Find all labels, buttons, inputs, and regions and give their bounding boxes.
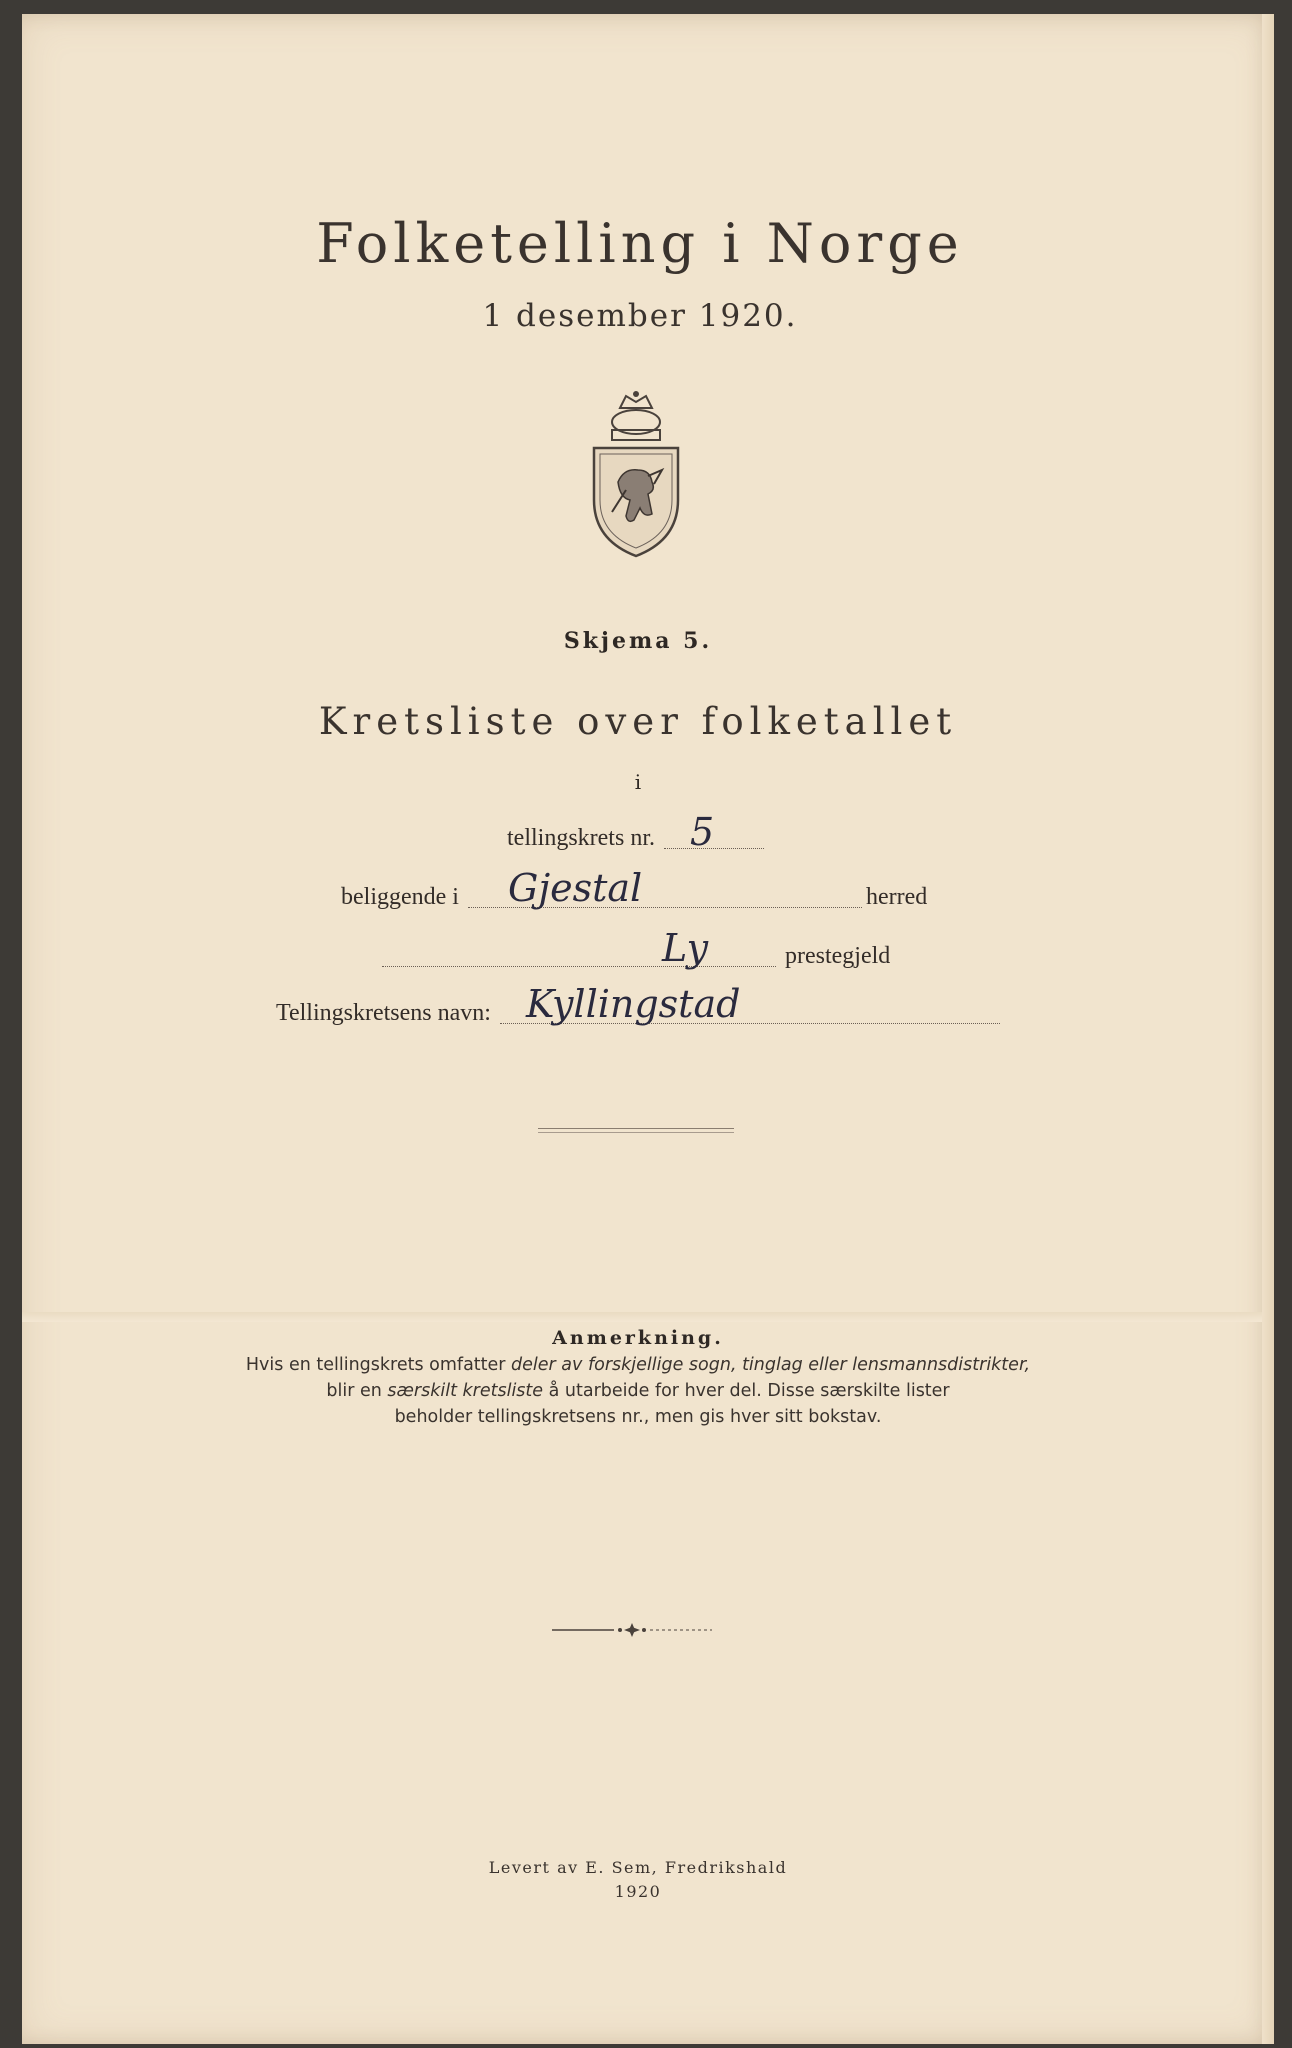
divider-rule-second (538, 1132, 734, 1133)
krets-number-handwritten: 5 (690, 810, 715, 854)
norwegian-coat-of-arms-icon (590, 390, 682, 560)
note-line-2-text-b: å utarbeide for hver del. Disse særskilte lister (543, 1381, 950, 1401)
print-year: 1920 (614, 1882, 662, 1901)
herred-label: herred (866, 884, 928, 910)
form-heading: Kretsliste over folketallet (318, 700, 958, 743)
krets-label: tellingskrets nr. (507, 825, 655, 851)
prestegjeld-fill-line (382, 966, 776, 967)
note-line-1 (0, 1355, 1276, 1375)
note-line-1-text: Hvis en tellingskrets omfatter (245, 1355, 512, 1375)
divider-rule (538, 1128, 734, 1129)
page-title: Folketelling i Norge (316, 212, 964, 275)
note-line-2-text-a: blir en (326, 1381, 388, 1401)
herred-handwritten: Gjestal (508, 866, 643, 910)
navn-label: Tellingskretsens navn: (276, 1000, 491, 1026)
prestegjeld-label: prestegjeld (785, 943, 891, 969)
note-line-2 (0, 1381, 1276, 1401)
printer-imprint: Levert av E. Sem, Fredrikshald (488, 1858, 788, 1877)
prestegjeld-handwritten: Ly (662, 926, 709, 970)
preposition-i: i (634, 770, 642, 794)
census-date: 1 desember 1920. (482, 298, 798, 334)
decorative-divider-icon (552, 1620, 712, 1640)
note-heading: Anmerkning. (552, 1327, 724, 1349)
beliggende-label: beliggende i (341, 884, 459, 910)
navn-handwritten: Kyllingstad (526, 982, 741, 1026)
note-line-1-italic: deler av forskjellige sogn, tinglag eller lensmannsdistrikter, (511, 1355, 1031, 1375)
note-line-3: beholder tellingskretsens nr., men gis hver sitt bokstav. (394, 1407, 882, 1427)
schema-number: Skjema 5. (563, 628, 713, 654)
note-line-2-italic: særskilt kretsliste (387, 1381, 544, 1401)
